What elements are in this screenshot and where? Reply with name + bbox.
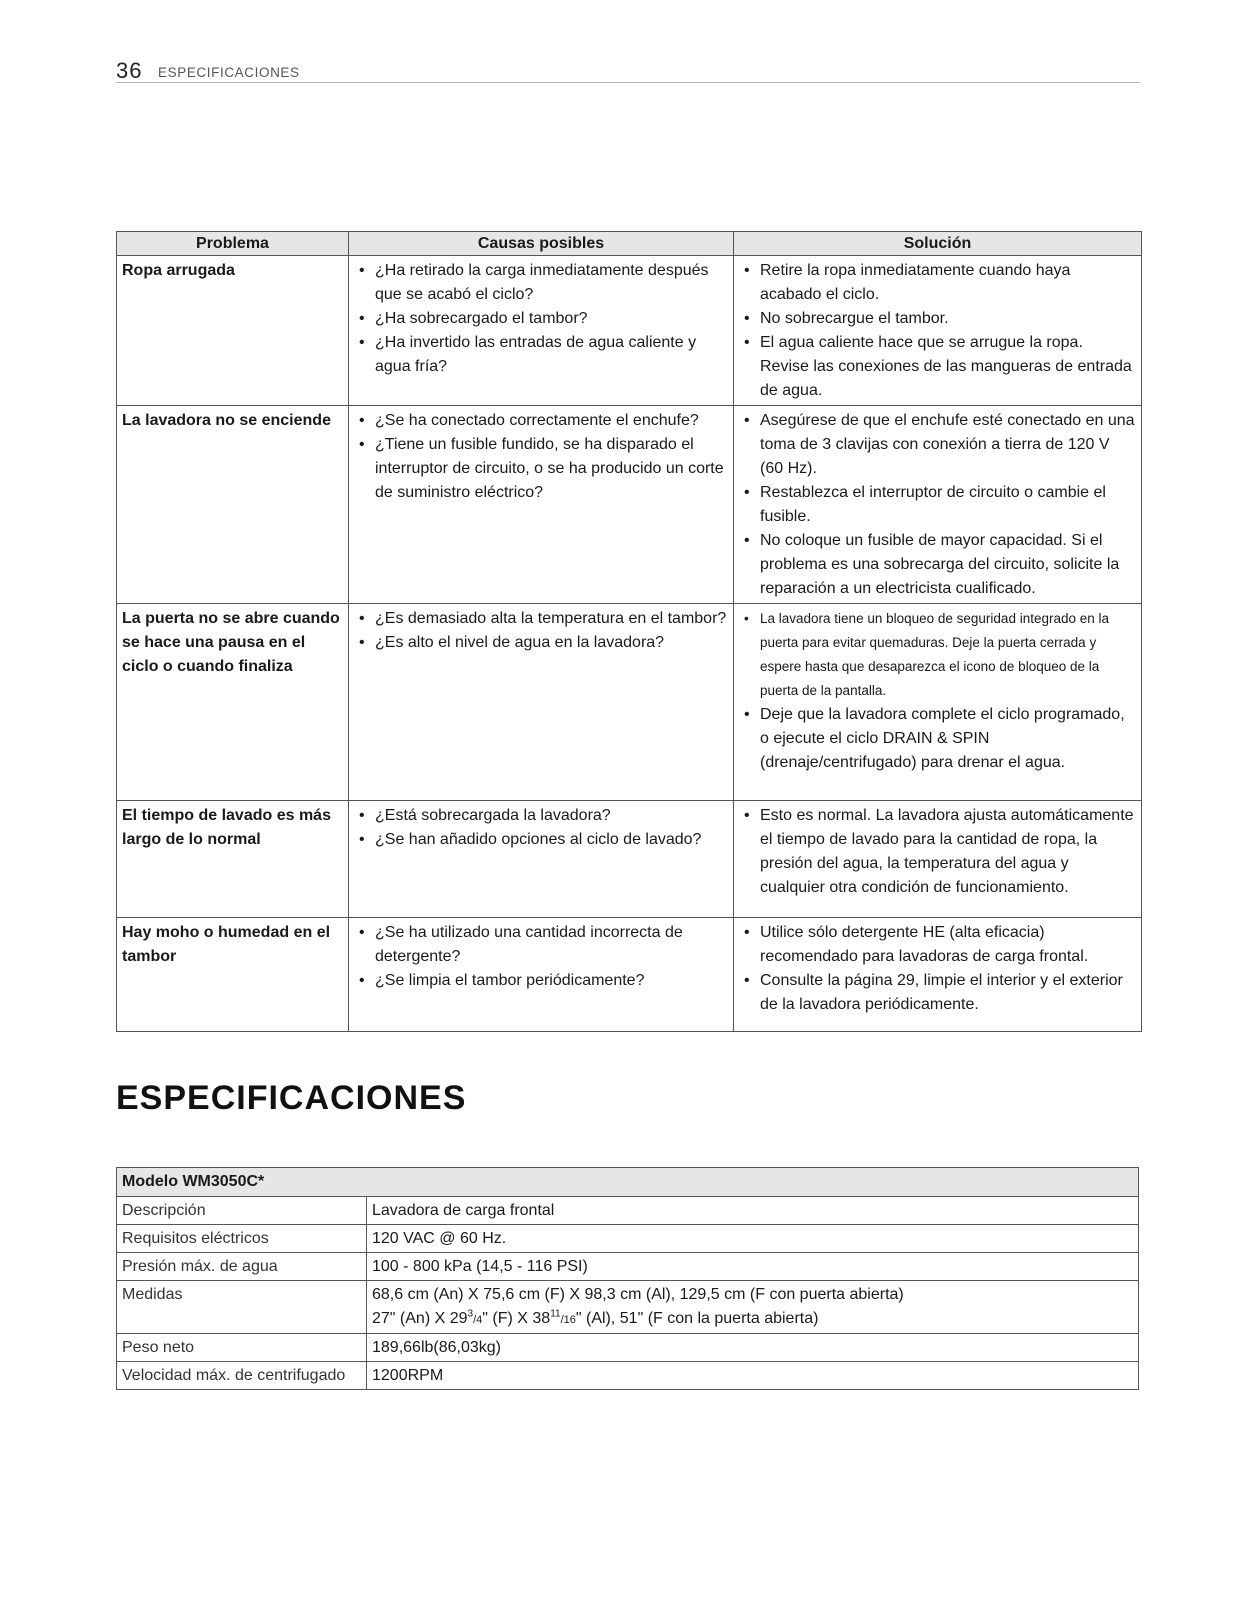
- column-header-solution: Solución: [734, 232, 1142, 256]
- solution-item: • La lavadora tiene un bloqueo de seguridad integrado en la puerta para evitar quemaduras. Deje la puerta cerrada y espere hasta que desaparezca el icono de bloqueo de la puerta de la pantalla.: [739, 607, 1136, 703]
- table-row: [117, 918, 1142, 1032]
- causes-cell: [349, 801, 734, 918]
- spec-value: 1200RPM: [367, 1362, 1139, 1390]
- spec-row: [117, 1225, 1139, 1253]
- problem-cell: El tiempo de lavado es más largo de lo normal: [117, 801, 349, 918]
- solutions-cell: [734, 604, 1142, 801]
- solutions-cell: [734, 801, 1142, 918]
- specifications-table: [116, 1167, 1139, 1390]
- page-header: [116, 56, 1140, 83]
- spec-row: [117, 1281, 1139, 1334]
- cause-item: • ¿Es demasiado alta la temperatura en el tambor?: [354, 607, 728, 631]
- fraction-numerator: 3: [467, 1308, 474, 1320]
- solution-item: • Restablezca el interruptor de circuito o cambie el fusible.: [739, 481, 1136, 529]
- cause-item: • ¿Ha sobrecargado el tambor?: [354, 307, 728, 331]
- cause-item: • ¿Se han añadido opciones al ciclo de lavado?: [354, 828, 728, 852]
- spec-label: Presión máx. de agua: [117, 1253, 367, 1281]
- causes-cell: [349, 256, 734, 406]
- cause-item: • ¿Está sobrecargada la lavadora?: [354, 804, 728, 828]
- specifications-heading: ESPECIFICACIONES: [116, 1079, 467, 1117]
- table-row: [117, 604, 1142, 801]
- spec-row: [117, 1334, 1139, 1362]
- problem-cell: La puerta no se abre cuando se hace una pausa en el ciclo o cuando finaliza: [117, 604, 349, 801]
- table-row: [117, 406, 1142, 604]
- spec-label: Descripción: [117, 1197, 367, 1225]
- cause-item: • ¿Se ha utilizado una cantidad incorrecta de detergente?: [354, 921, 728, 969]
- solution-item: • No coloque un fusible de mayor capacidad. Si el problema es una sobrecarga del circuito, solicite la reparación a un electricista cualificado.: [739, 529, 1136, 601]
- spec-label: Requisitos eléctricos: [117, 1225, 367, 1253]
- page-number: 36: [116, 58, 143, 83]
- solution-item: • Utilice sólo detergente HE (alta eficacia) recomendado para lavadoras de carga frontal.: [739, 921, 1136, 969]
- spec-label: Peso neto: [117, 1334, 367, 1362]
- running-section-title: ESPECIFICACIONES: [158, 65, 300, 80]
- imperial-part: " (F) X 38: [482, 1310, 551, 1327]
- solution-item: • El agua caliente hace que se arrugue la ropa. Revise las conexiones de las mangueras de entrada de agua.: [739, 331, 1136, 403]
- solutions-cell: [734, 918, 1142, 1032]
- spec-value-metric: 68,6 cm (An) X 75,6 cm (F) X 98,3 cm (Al), 129,5 cm (F con puerta abierta): [372, 1286, 904, 1303]
- solution-item: • Consulte la página 29, limpie el interior y el exterior de la lavadora periódicamente.: [739, 969, 1136, 1017]
- imperial-part: " (Al), 51" (F con la puerta abierta): [575, 1310, 819, 1327]
- column-header-causes: Causas posibles: [349, 232, 734, 256]
- spec-value: Lavadora de carga frontal: [367, 1197, 1139, 1225]
- imperial-part: 27" (An) X 29: [372, 1310, 468, 1327]
- spec-label: Medidas: [117, 1281, 367, 1334]
- cause-item: • ¿Ha invertido las entradas de agua caliente y agua fría?: [354, 331, 728, 379]
- spec-value: 189,66lb(86,03kg): [367, 1334, 1139, 1362]
- model-header-row: [117, 1168, 1139, 1197]
- table-row: [117, 801, 1142, 918]
- spec-value: 120 VAC @ 60 Hz.: [367, 1225, 1139, 1253]
- solution-item: • Esto es normal. La lavadora ajusta automáticamente el tiempo de lavado para la cantidad de ropa, la presión del agua, la temperatura del agua y cualquier otra condición de funcionamiento.: [739, 804, 1136, 900]
- fraction-denominator: /4: [473, 1314, 483, 1326]
- troubleshooting-table: [116, 231, 1142, 1032]
- cause-item: • ¿Tiene un fusible fundido, se ha disparado el interruptor de circuito, o se ha producido un corte de suministro eléctrico?: [354, 433, 728, 505]
- causes-cell: [349, 406, 734, 604]
- spec-row: [117, 1253, 1139, 1281]
- table-row: [117, 256, 1142, 406]
- causes-cell: [349, 918, 734, 1032]
- solution-item: • Retire la ropa inmediatamente cuando haya acabado el ciclo.: [739, 259, 1136, 307]
- fraction-denominator: /16: [560, 1314, 576, 1326]
- problem-cell: Ropa arrugada: [117, 256, 349, 406]
- model-name: Modelo WM3050C*: [117, 1168, 1139, 1197]
- spec-value-imperial: [372, 1307, 1133, 1332]
- spec-row: [117, 1197, 1139, 1225]
- solution-item: • No sobrecargue el tambor.: [739, 307, 1136, 331]
- causes-cell: [349, 604, 734, 801]
- spec-label: Velocidad máx. de centrifugado: [117, 1362, 367, 1390]
- solution-item: • Deje que la lavadora complete el ciclo programado, o ejecute el ciclo DRAIN & SPIN (drenaje/centrifugado) para drenar el agua.: [739, 703, 1136, 775]
- spec-value: 100 - 800 kPa (14,5 - 116 PSI): [367, 1253, 1139, 1281]
- cause-item: • ¿Ha retirado la carga inmediatamente después que se acabó el ciclo?: [354, 259, 728, 307]
- solutions-cell: [734, 406, 1142, 604]
- column-header-problem: Problema: [117, 232, 349, 256]
- spec-value: [367, 1281, 1139, 1334]
- problem-cell: Hay moho o humedad en el tambor: [117, 918, 349, 1032]
- solution-item: • Asegúrese de que el enchufe esté conectado en una toma de 3 clavijas con conexión a tierra de 120 V (60 Hz).: [739, 409, 1136, 481]
- cause-item: • ¿Es alto el nivel de agua en la lavadora?: [354, 631, 728, 655]
- cause-item: • ¿Se ha conectado correctamente el enchufe?: [354, 409, 728, 433]
- fraction-numerator: 11: [550, 1308, 561, 1320]
- problem-cell: La lavadora no se enciende: [117, 406, 349, 604]
- spec-row: [117, 1362, 1139, 1390]
- solutions-cell: [734, 256, 1142, 406]
- table-header-row: [117, 232, 1142, 256]
- cause-item: • ¿Se limpia el tambor periódicamente?: [354, 969, 728, 993]
